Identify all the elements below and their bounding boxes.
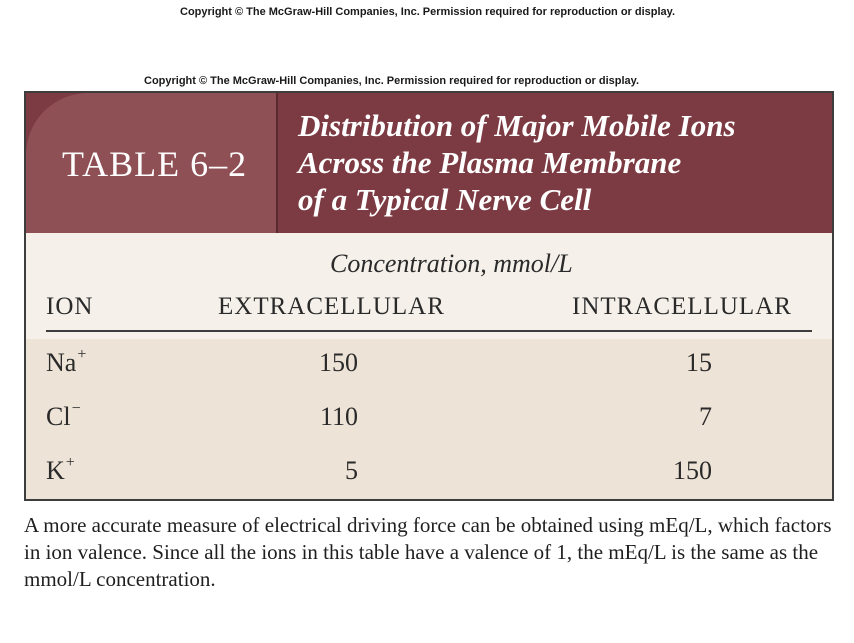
ion-cell bbox=[46, 456, 75, 486]
column-header-ion: ION bbox=[46, 293, 94, 320]
concentration-label: Concentration, mmol/L bbox=[330, 249, 573, 278]
ion-symbol: K bbox=[46, 456, 65, 485]
ion-distribution-table bbox=[24, 91, 834, 501]
table-title-line-3: of a Typical Nerve Cell bbox=[298, 182, 592, 217]
table-row bbox=[26, 447, 832, 501]
table-row bbox=[26, 339, 832, 393]
intracellular-value: 15 bbox=[686, 348, 712, 377]
table-title bbox=[298, 107, 736, 218]
copyright-notice-top: Copyright © The McGraw-Hill Companies, Inc. Permission required for reproduction or display. bbox=[180, 6, 676, 18]
ion-charge: + bbox=[77, 346, 87, 363]
table-header bbox=[26, 93, 832, 233]
ion-symbol: Cl bbox=[46, 402, 71, 431]
ion-symbol: Na bbox=[46, 348, 77, 377]
extracellular-value: 5 bbox=[345, 456, 358, 485]
column-header-intracellular: INTRACELLULAR bbox=[572, 293, 792, 320]
ion-cell bbox=[46, 348, 86, 378]
ion-charge: + bbox=[65, 454, 75, 471]
table-title-line-1: Distribution of Major Mobile Ions bbox=[298, 108, 736, 143]
table-title-line-2: Across the Plasma Membrane bbox=[298, 145, 682, 180]
table-row bbox=[26, 393, 832, 447]
column-header-extracellular: EXTRACELLULAR bbox=[218, 293, 445, 320]
intracellular-value: 7 bbox=[699, 402, 712, 431]
ion-charge: − bbox=[71, 400, 81, 417]
column-header-band bbox=[26, 233, 832, 339]
copyright-notice-second: Copyright © The McGraw-Hill Companies, Inc. Permission required for reproduction or display. bbox=[144, 75, 640, 87]
table-footnote: A more accurate measure of electrical driving force can be obtained using mEq/L, which factors in ion valence. Since all the ions in this table have a valence of 1, the mEq/L is the same as the mmol/L concentration. bbox=[24, 513, 832, 591]
header-divider bbox=[276, 93, 278, 233]
header-rule bbox=[46, 330, 812, 332]
ion-cell bbox=[46, 402, 81, 432]
table-label: TABLE 6–2 bbox=[62, 144, 248, 184]
intracellular-value: 150 bbox=[673, 456, 712, 485]
extracellular-value: 110 bbox=[319, 402, 358, 431]
table-label-panel bbox=[26, 93, 276, 233]
extracellular-value: 150 bbox=[319, 348, 358, 377]
